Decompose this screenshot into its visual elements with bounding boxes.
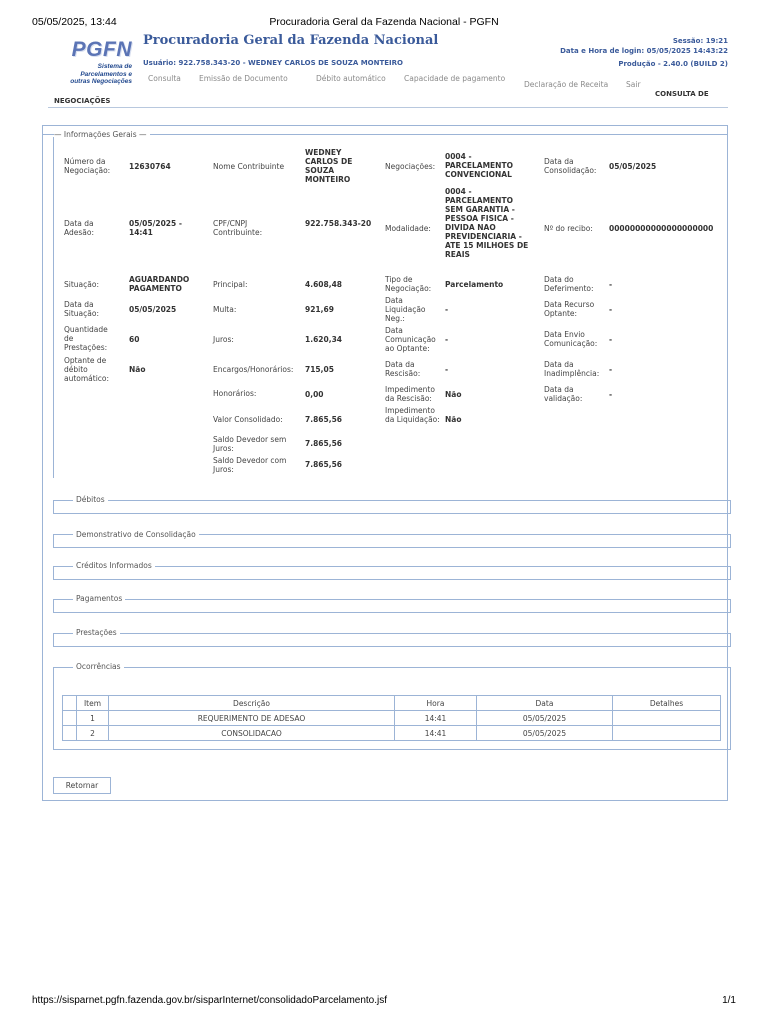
value-impedimento-liquidacao: Não [445,415,462,424]
column-header-detalhes[interactable]: Detalhes [613,696,721,711]
pgfn-logo [56,38,132,86]
print-page-number: 1/1 [722,995,736,1006]
label-honorarios: Honorários: [213,389,257,398]
logo-sub-line: Parcelamentos e [80,70,132,78]
value-data-comunicacao: - [445,335,449,344]
label-cpf: CPF/CNPJ Contribuinte: [213,219,263,237]
value-principal: 4.608,48 [305,280,343,289]
value-data-inadimplencia: - [609,365,613,374]
legend-informacoes-gerais: — Informações Gerais — [54,130,150,139]
label-saldo-com-juros: Saldo Devedor com Juros: [213,456,287,474]
cell-hora: 14:41 [395,711,477,726]
label-negociacoes: Negociações: [385,162,436,171]
app-title: Procuradoria Geral da Fazenda Nacional [143,33,439,48]
cell-descricao: CONSOLIDACAO [109,726,395,741]
menu-item-debito-automatico[interactable]: Débito automático [316,74,386,83]
label-impedimento-liquidacao: Impedimento da Liquidação: [385,406,440,424]
value-honorarios: 0,00 [305,390,324,399]
label-principal: Principal: [213,280,248,289]
label-data-consolidacao: Data da Consolidação: [544,157,597,175]
value-data-envio: - [609,335,613,344]
table-row[interactable] [63,726,721,741]
section-prestacoes[interactable] [53,633,731,647]
label-optante-debito: Optante de débito automático: [64,356,110,383]
value-data-consolidacao: 05/05/2025 [609,162,657,171]
label-juros: Juros: [213,335,234,344]
value-impedimento-rescisao: Não [445,390,462,399]
value-data-liquidacao: - [445,305,449,314]
section-debitos[interactable] [53,500,731,514]
label-data-validacao: Data da validação: [544,385,583,403]
column-header-item[interactable]: Item [77,696,109,711]
value-data-situacao: 05/05/2025 [129,305,177,314]
value-modalidade: 0004 - PARCELAMENTO SEM GARANTIA - PESSOA FISICA - DIVIDA NAO PREVIDENCIARIA - ATE 15 MILHOES DE REAIS [445,187,529,259]
table-header-row [63,696,721,711]
print-page-title: Procuradoria Geral da Fazenda Nacional - PGFN [269,16,499,28]
occurrences-table [62,695,721,741]
value-quantidade-prestacoes: 60 [129,335,140,344]
value-tipo-negociacao: Parcelamento [445,280,504,289]
label-recibo: Nº do recibo: [544,224,593,233]
legend-prestacoes[interactable]: Prestações [73,628,120,637]
user-info: Usuário: 922.758.343-20 - WEDNEY CARLOS DE SOUZA MONTEIRO [143,59,403,67]
print-timestamp: 05/05/2025, 13:44 [32,16,117,28]
cell-data: 05/05/2025 [477,711,613,726]
session-timer: Sessão: 19:21 [672,37,728,45]
value-nome-contribuinte: WEDNEY CARLOS DE SOUZA MONTEIRO [305,148,353,184]
general-fieldset-border [53,137,54,478]
cell-item: 1 [77,711,109,726]
column-header-descricao[interactable]: Descrição [109,696,395,711]
legend-pagamentos[interactable]: Pagamentos [73,594,125,603]
label-tipo-negociacao: Tipo de Negociação: [385,275,432,293]
value-valor-consolidado: 7.865,56 [305,415,343,424]
label-situacao: Situação: [64,280,99,289]
table-cell [63,726,77,741]
label-data-rescisao: Data da Rescisão: [385,360,421,378]
cell-detalhes[interactable] [613,726,721,741]
logo-text: PGFN [71,38,132,61]
header-divider [48,107,728,108]
cell-hora: 14:41 [395,726,477,741]
legend-demonstrativo[interactable]: Demonstrativo de Consolidação [73,530,199,539]
value-numero-negociacao: 12630764 [129,162,171,171]
label-modalidade: Modalidade: [385,224,431,233]
legend-text: Informações Gerais [63,130,137,139]
legend-creditos[interactable]: Créditos Informados [73,561,155,570]
value-data-adesao: 05/05/2025 - 14:41 [129,219,182,237]
menu-item-declaracao[interactable]: Declaração de Receita [524,80,609,89]
column-header-hora[interactable]: Hora [395,696,477,711]
table-cell [63,711,77,726]
menu-item-capacidade[interactable]: Capacidade de pagamento [404,74,506,83]
cell-item: 2 [77,726,109,741]
value-optante-debito: Não [129,365,146,374]
menu-item-consulta[interactable]: Consulta [148,74,181,83]
value-multa: 921,69 [305,305,334,314]
value-data-rescisao: - [445,365,449,374]
value-data-recurso: - [609,305,613,314]
value-data-validacao: - [609,390,613,399]
value-juros: 1.620,34 [305,335,343,344]
section-pagamentos[interactable] [53,599,731,613]
label-impedimento-rescisao: Impedimento da Rescisão: [385,385,435,403]
cell-data: 05/05/2025 [477,726,613,741]
label-quantidade-prestacoes: Quantidade de Prestações: [64,325,108,352]
table-header-cell [63,696,77,711]
label-data-envio: Data Envio Comunicação: [544,330,598,348]
menu-item-negociacoes[interactable]: NEGOCIAÇÕES [54,97,111,105]
column-header-data[interactable]: Data [477,696,613,711]
label-nome-contribuinte: Nome Contribuinte [213,162,285,171]
cell-detalhes[interactable] [613,711,721,726]
value-data-deferimento: - [609,280,613,289]
value-situacao: AGUARDANDO PAGAMENTO [129,275,190,293]
production-version: Produção - 2.40.0 (BUILD 2) [618,60,728,68]
menu-item-emissao[interactable]: Emissão de Documento [199,74,288,83]
label-data-deferimento: Data do Deferimento: [544,275,594,293]
value-negociacoes: 0004 - PARCELAMENTO CONVENCIONAL [445,152,513,179]
label-valor-consolidado: Valor Consolidado: [213,415,283,424]
menu-item-sair[interactable]: Sair [626,80,641,89]
label-data-inadimplencia: Data da Inadimplência: [544,360,600,378]
legend-debitos[interactable]: Débitos [73,495,108,504]
login-time: Data e Hora de login: 05/05/2025 14:43:22 [560,46,728,55]
label-saldo-sem-juros: Saldo Devedor sem Juros: [213,435,287,453]
label-data-recurso: Data Recurso Optante: [544,300,595,318]
print-footer [32,995,736,1006]
print-url: https://sisparnet.pgfn.fazenda.gov.br/sisparInternet/consolidadoParcelamento.jsf [32,995,388,1006]
session-info [560,37,728,56]
label-data-comunicacao: Data Comunicação ao Optante: [385,326,436,353]
value-cpf: 922.758.343-20 [305,219,372,228]
label-multa: Multa: [213,305,237,314]
retornar-button[interactable]: Retornar [53,777,111,794]
label-data-adesao: Data da Adesão: [64,219,94,237]
cell-descricao: REQUERIMENTO DE ADESAO [109,711,395,726]
label-numero-negociacao: Número da Negociação: [64,157,111,175]
legend-ocorrencias[interactable]: Ocorrências [73,662,124,671]
logo-sub-line: Sistema de [97,63,132,70]
table-row[interactable] [63,711,721,726]
value-saldo-com-juros: 7.865,56 [305,460,343,469]
label-data-liquidacao: Data Liquidação Neg.: [385,296,426,323]
label-data-situacao: Data da Situação: [64,300,99,318]
value-recibo: 00000000000000000000 [609,224,714,233]
logo-subtitle [56,63,132,86]
logo-sub-line: outras Negociações [70,78,132,85]
value-encargos: 715,05 [305,365,334,374]
label-encargos: Encargos/Honorários: [213,365,294,374]
menu-item-consulta-de[interactable]: CONSULTA DE [655,90,709,98]
value-saldo-sem-juros: 7.865,56 [305,439,343,448]
